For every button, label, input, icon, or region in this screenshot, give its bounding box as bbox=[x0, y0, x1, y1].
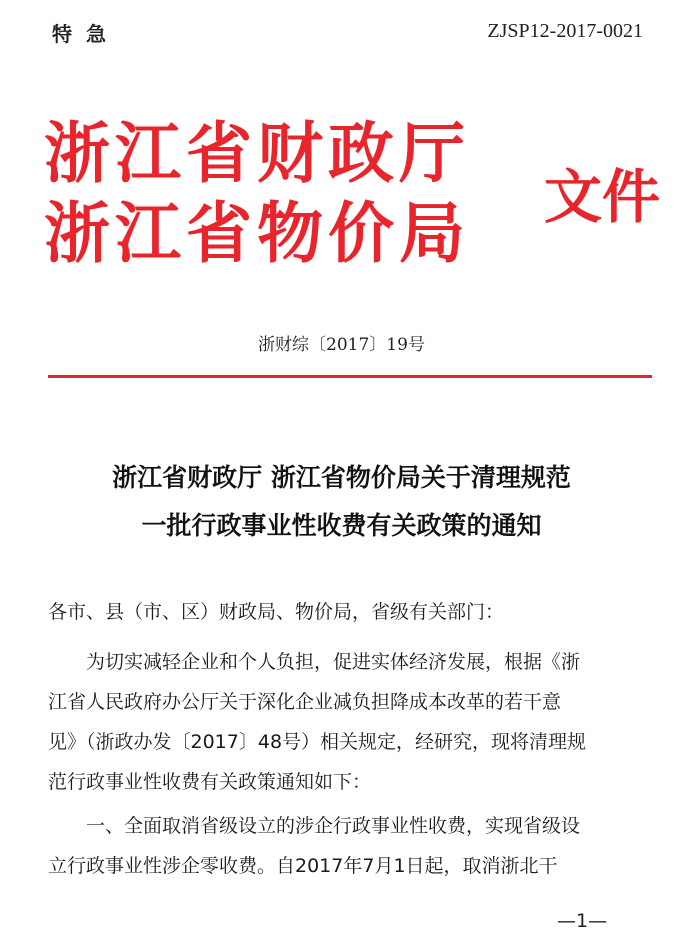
page-number: —1— bbox=[557, 910, 608, 932]
masthead-department-2: 浙江省物价局 bbox=[44, 194, 470, 272]
paragraph-1-line: 范行政事业性收费有关政策通知如下： bbox=[48, 771, 372, 793]
notice-title-line-1: 浙江省财政厅 浙江省物价局关于清理规范 bbox=[112, 463, 571, 492]
addressee: 各市、县（市、区）财政局、物价局，省级有关部门： bbox=[48, 601, 505, 623]
document-number: ZJSP12-2017-0021 bbox=[487, 20, 643, 42]
masthead-suffix: 文件 bbox=[544, 163, 661, 231]
paragraph-2-line: 一、全面取消省级设立的涉企行政事业性收费，实现省级设 bbox=[86, 815, 581, 837]
masthead-department-1: 浙江省财政厅 bbox=[44, 114, 470, 192]
paragraph-1-line: 为切实减轻企业和个人负担，促进实体经济发展，根据《浙 bbox=[86, 651, 581, 673]
paragraph-1-line: 江省人民政府办公厅关于深化企业减负担降成本改革的若干意 bbox=[48, 691, 562, 713]
red-divider bbox=[48, 375, 652, 378]
file-number: 浙财综〔2017〕19号 bbox=[258, 335, 425, 355]
notice-title-line-2: 一批行政事业性收费有关政策的通知 bbox=[141, 511, 542, 540]
paragraph-1-line: 见》（浙政办发〔2017〕48号）相关规定，经研究，现将清理规 bbox=[48, 731, 587, 753]
paragraph-2-line: 立行政事业性涉企零收费。自2017年7月1日起，取消浙北干 bbox=[48, 855, 558, 877]
urgency-label: 特急 bbox=[52, 22, 120, 46]
